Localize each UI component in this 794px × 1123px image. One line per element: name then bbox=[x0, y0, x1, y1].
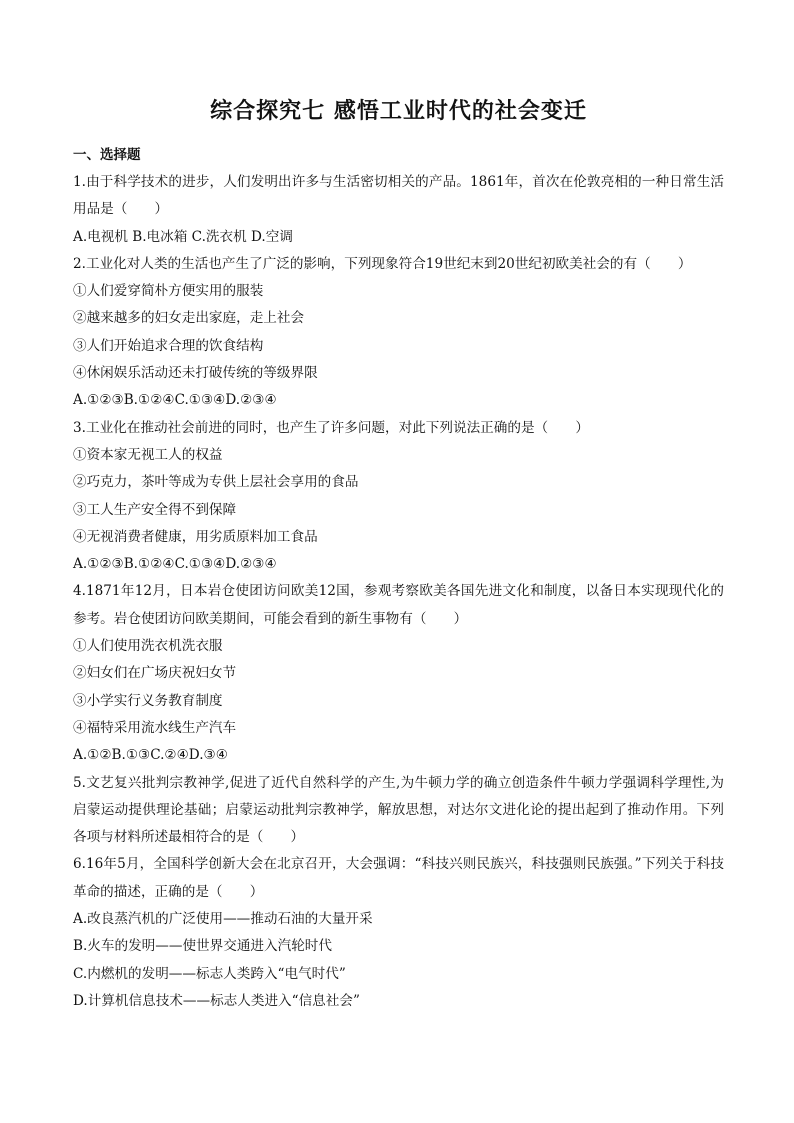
question-item: ④休闲娱乐活动还未打破传统的等级界限 bbox=[73, 365, 318, 382]
question-option-c: C.内燃机的发明——标志人类跨入“电气时代” bbox=[73, 965, 346, 982]
question-stem: 2.工业化对人类的生活也产生了广泛的影响，下列现象符合19世纪末到20世纪初欧美社会的有（ ） bbox=[73, 255, 692, 272]
question-3 bbox=[73, 415, 724, 579]
question-stem: 4.1871年12月，日本岩仓使团访问欧美12国，参观考察欧美各国先进文化和制度，以备日本实现现代化的参考。岩仓使团访问欧美期间，可能会看到的新生事物有（ ） bbox=[73, 583, 724, 627]
question-options: A.①②③B.①②④C.①③④D.②③④ bbox=[73, 392, 277, 409]
question-option-b: B.火车的发明——使世界交通进入汽轮时代 bbox=[73, 938, 332, 955]
question-2 bbox=[73, 251, 724, 415]
question-stem: 3.工业化在推动社会前进的同时，也产生了许多问题，对此下列说法正确的是（ ） bbox=[73, 419, 589, 436]
question-stem: 1.由于科学技术的进步，人们发明出许多与生活密切相关的产品。1861年，首次在伦敦亮相的一种日常生活用品是（ ） bbox=[73, 174, 724, 218]
question-5 bbox=[73, 770, 724, 852]
question-item: ④无视消费者健康，用劣质原料加工食品 bbox=[73, 528, 318, 545]
question-item: ①人们使用洗衣机洗衣服 bbox=[73, 638, 223, 655]
question-item: ②巧克力，茶叶等成为专供上层社会享用的食品 bbox=[73, 474, 359, 491]
question-item: ②妇女们在广场庆祝妇女节 bbox=[73, 665, 237, 682]
question-item: ③小学实行义务教育制度 bbox=[73, 692, 223, 709]
question-4 bbox=[73, 578, 724, 769]
question-options: A.①②B.①③C.②④D.③④ bbox=[73, 747, 228, 764]
question-item: ④福特采用流水线生产汽车 bbox=[73, 719, 237, 736]
question-1 bbox=[73, 169, 724, 251]
question-options: A.①②③B.①②④C.①③④D.②③④ bbox=[73, 556, 277, 573]
page-title: 综合探究七 感悟工业时代的社会变迁 bbox=[210, 98, 587, 124]
question-6 bbox=[73, 851, 724, 1015]
question-options: A.电视机 B.电冰箱 C.洗衣机 D.空调 bbox=[73, 228, 293, 245]
question-stem: 5.文艺复兴批判宗教神学,促进了近代自然科学的产生,为牛顿力学的确立创造条件牛顿力学强调科学理性,为启蒙运动提供理论基础；启蒙运动批判宗教神学，解放思想，对达尔文进化论的提出起到了推动作用。下列各项与材料所述最相符合的是（ ） bbox=[73, 774, 724, 846]
question-option-a: A.改良蒸汽机的广泛使用——推动石油的大量开采 bbox=[73, 911, 373, 928]
question-stem: 6.16年5月，全国科学创新大会在北京召开，大会强调：“科技兴则民族兴，科技强则民族强。”下列关于科技革命的描述，正确的是（ ） bbox=[73, 856, 724, 900]
question-item: ①人们爱穿简朴方便实用的服装 bbox=[73, 283, 264, 300]
question-item: ②越来越多的妇女走出家庭，走上社会 bbox=[73, 310, 305, 327]
question-item: ③人们开始追求合理的饮食结构 bbox=[73, 337, 264, 354]
question-item: ①资本家无视工人的权益 bbox=[73, 446, 223, 463]
question-option-d: D.计算机信息技术——标志人类进入“信息社会” bbox=[73, 992, 360, 1009]
section-heading: 一、选择题 bbox=[73, 147, 141, 163]
question-item: ③工人生产安全得不到保障 bbox=[73, 501, 237, 518]
